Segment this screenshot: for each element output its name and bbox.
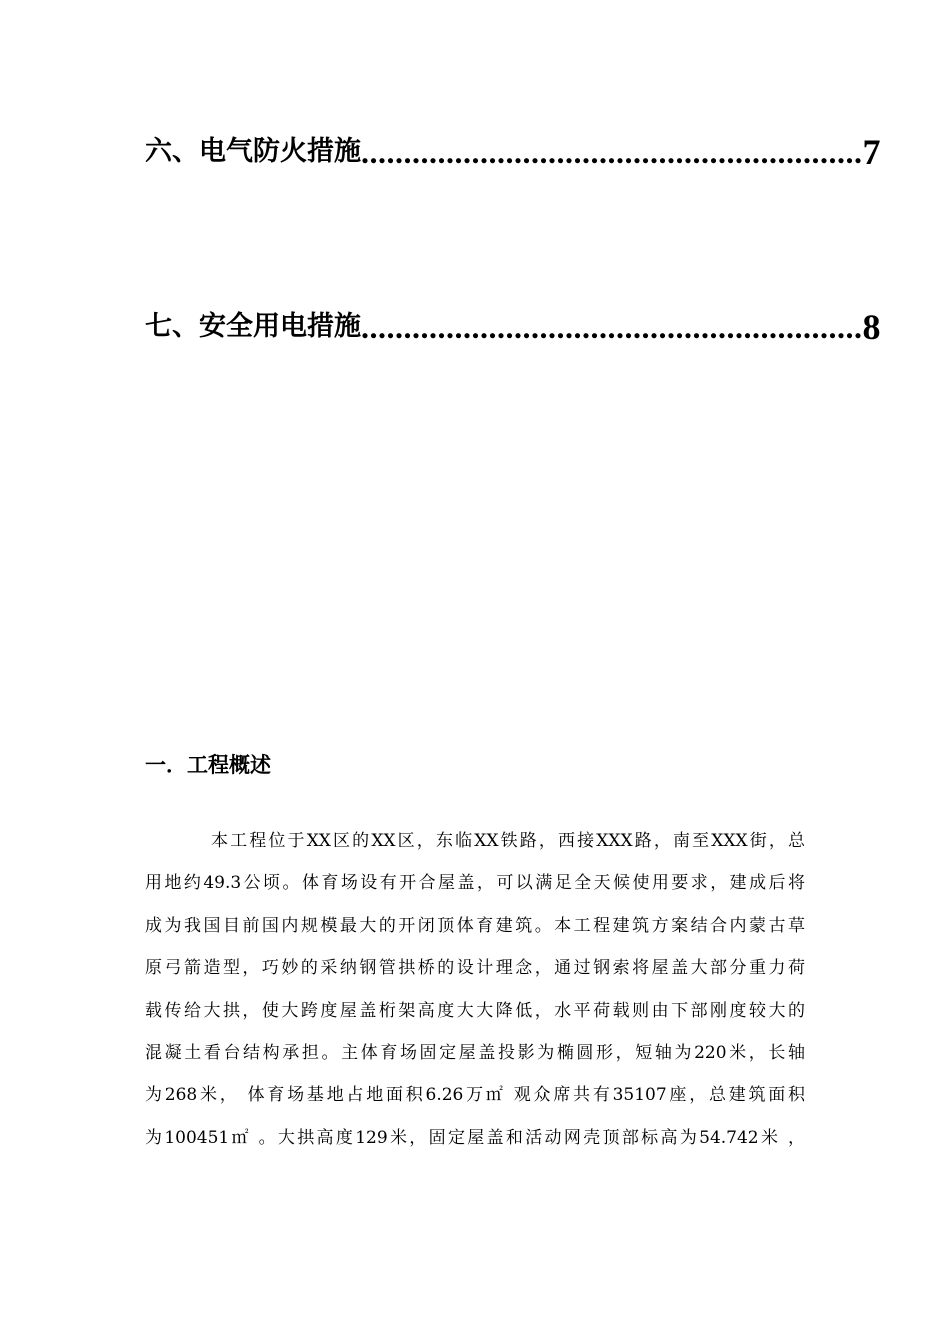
toc-dot-leader: ...........................................................	[361, 134, 863, 170]
toc-entry-title: 七、安全用电措施	[145, 311, 361, 342]
toc-page-number: 8	[862, 307, 881, 347]
toc-entry-electrical-fire-prevention[interactable]	[145, 128, 881, 172]
body-paragraph	[145, 820, 805, 1159]
toc-entry-title: 六、电气防火措施	[145, 136, 361, 167]
toc-entry-electrical-safety[interactable]	[145, 303, 881, 347]
paragraph-line: 本工程位于XX区的XX区，东临XX铁路，西接XXX路，南至XXX街，总	[211, 831, 805, 851]
toc-page-number: 7	[862, 132, 881, 172]
paragraph-line: 为100451㎡ 。大拱高度129米，固定屋盖和活动网壳顶部标高为54.742米 ，	[145, 1127, 805, 1148]
paragraph-line: 载传给大拱，使大跨度屋盖桁架高度大大降低，水平荷载则由下部刚度较大的	[145, 1000, 805, 1021]
paragraph-line: 成为我国目前国内规模最大的开闭顶体育建筑。本工程建筑方案结合内蒙古草	[145, 915, 805, 936]
paragraph-line: 用地约49.3公顷。体育场设有开合屋盖，可以满足全天候使用要求，建成后将	[145, 873, 805, 894]
paragraph-line: 为268米， 体育场基地占地面积6.26万㎡ 观众席共有35107座，总建筑面积	[145, 1085, 805, 1106]
paragraph-line: 原弓箭造型，巧妙的采纳钢管拱桥的设计理念，通过钢索将屋盖大部分重力荷	[145, 958, 805, 979]
paragraph-line: 混凝土看台结构承担。主体育场固定屋盖投影为椭圆形，短轴为220米，长轴	[145, 1042, 805, 1063]
toc-dot-leader: ...........................................................	[361, 309, 863, 345]
section-heading-project-overview: 一．工程概述	[145, 753, 271, 777]
